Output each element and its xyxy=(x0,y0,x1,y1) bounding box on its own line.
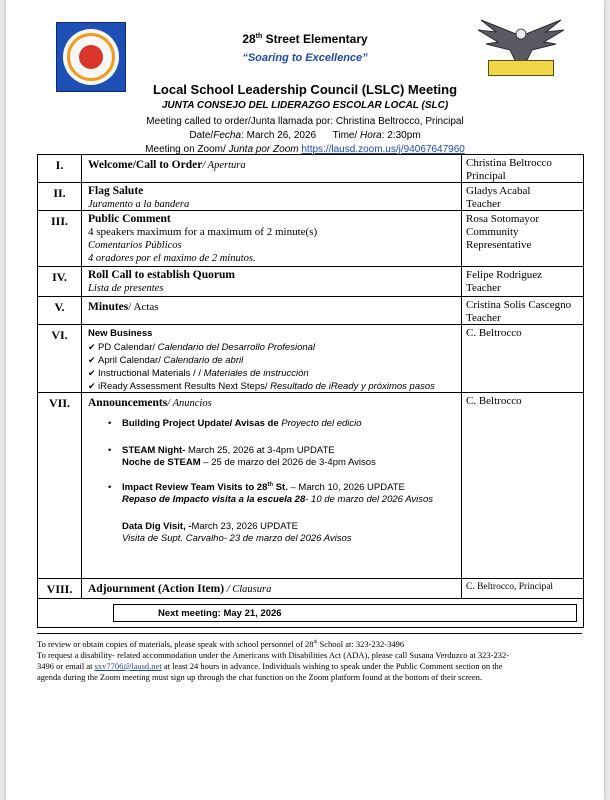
school-name: 28th Street Elementary xyxy=(242,32,368,46)
announcement-steam-es: Noche de STEAM – 25 de marzo del 2026 de 3-4pm Avisos xyxy=(122,457,376,468)
agenda-row-8: VIII. Adjournment (Action Item) / Clausura C. Beltrocco, Principal xyxy=(38,579,583,599)
agenda-title: New Business xyxy=(88,328,153,339)
agenda-presenter: C. Beltrocco xyxy=(466,395,522,407)
agenda-row-4: IV. Roll Call to establish Quorum Lista de presentes Felipe Rodriguez Teacher xyxy=(38,267,583,297)
announcement-impact-es: Repaso de Impacto visita a la escuela 28- 10 de marzo del 2026 Avisos xyxy=(122,494,434,506)
agenda-number: IV. xyxy=(52,270,67,284)
agenda-title: Minutes xyxy=(88,301,129,313)
zoom-line: Meeting on Zoom/ Junta por Zoom https://lausd.zoom.us/j/94067647960 xyxy=(145,144,465,155)
agenda-number: III. xyxy=(50,214,68,228)
agenda-presenter: C. Beltrocco, Principal xyxy=(466,582,554,592)
called-by: Meeting called to order/Junta llamada por: Christina Beltrocco, Principal xyxy=(146,116,464,127)
meeting-subtitle: JUNTA CONSEJO DEL LIDERAZGO ESCOLAR LOCAL (SLC) xyxy=(161,100,449,111)
checkmark-icon: ✔ xyxy=(88,381,96,391)
agenda-number: VIII. xyxy=(46,582,73,596)
agenda-title: Announcements xyxy=(88,397,168,409)
checkmark-icon: ✔ xyxy=(88,368,96,378)
agenda-presenter: Rosa Sotomayor Community Representative xyxy=(466,213,540,251)
document-page xyxy=(6,0,604,800)
agenda-presenter: Cristina Solis Cascegno Teacher xyxy=(466,299,572,324)
agenda-row-1: I. Welcome/Call to Order/ Apertura Christina Beltrocco Principal xyxy=(38,155,583,183)
meeting-title: Local School Leadership Council (LSLC) Meeting xyxy=(152,82,458,97)
agenda-presenter: Gladys Acabal Teacher xyxy=(466,185,531,210)
agenda-number: V. xyxy=(54,300,65,314)
agenda-title: Public Comment xyxy=(88,213,171,225)
agenda-table xyxy=(37,154,584,628)
new-business-list xyxy=(88,341,461,393)
agenda-row-5: V. Minutes/ Actas Cristina Solis Cascegno Teacher xyxy=(38,297,583,325)
bullet-icon: • xyxy=(108,444,112,456)
agenda-presenter: Christina Beltrocco Principal xyxy=(466,157,552,182)
agenda-title: Adjournment (Action Item) xyxy=(88,583,225,595)
agenda-row-2: II. Flag Salute Juramento a la bandera Gladys Acabal Teacher xyxy=(38,183,583,211)
agenda-row-3: III. Public Comment 4 speakers maximum for a maximum of 2 minute(s) Comentarios Públicos 4 oradores por el maximo de 2 minutos. Rosa Sotomayor Community Representative xyxy=(38,211,583,267)
zoom-link[interactable]: https://lausd.zoom.us/j/94067647960 xyxy=(301,144,465,155)
checkmark-icon: ✔ xyxy=(88,342,96,352)
announcement-building: • Building Project Update/ Avisas de Proyecto del edicio xyxy=(108,418,362,429)
agenda-presenter: Felipe Rodriguez Teacher xyxy=(466,269,543,294)
next-meeting-row xyxy=(38,599,583,627)
bullet-icon: • xyxy=(108,418,112,429)
list-item: ✔ iReady Assessment Results Next Steps/ Resultado de iReady y próximos pasos xyxy=(88,381,435,392)
agenda-row-6 xyxy=(38,325,583,393)
announcement-datadig: Data Dig Visit, -March 23, 2026 UPDATE xyxy=(122,520,298,532)
list-item: ✔ April Calendar/ Calendario de abril xyxy=(88,355,244,366)
date-time-line: Date/Fecha: March 26, 2026 Time/ Hora: 2:30pm xyxy=(189,130,421,141)
email-link[interactable]: sxv7706@lausd.net xyxy=(94,660,162,671)
agenda-title: Flag Salute xyxy=(88,185,144,197)
next-meeting: Next meeting: May 21, 2026 xyxy=(113,604,577,622)
list-item: ✔ Instructional Materials / / Materiales de instrucción xyxy=(88,368,309,379)
accessibility-notice: To review or obtain copies of materials, please speak with school personnel of 28th School at: 323-232-3496 To request a disability- related accommodation under the Americans with Disabilities Act (ADA), please call Susana Verduzco at 323-232- 3496 or email at sxv7706@lausd.net at least 24 hours in advance. Individuals wishing to speak under the Public Comment section on the agenda during the Zoom meeting must sign up through the chat function on the Zoom platform found at the bottom of their screen. xyxy=(37,633,582,689)
checkmark-icon: ✔ xyxy=(88,355,96,365)
list-item: ✔ PD Calendar/ Calendario del Desarrollo Profesional xyxy=(88,342,316,353)
agenda-presenter: C. Beltrocco xyxy=(466,327,522,339)
school-motto: “Soaring to Excellence” xyxy=(242,52,368,64)
agenda-number: VI. xyxy=(51,328,68,342)
agenda-number: VII. xyxy=(48,396,70,410)
agenda-number: I. xyxy=(55,158,64,172)
announcement-steam: • STEAM Night- March 25, 2026 at 3-4pm UPDATE xyxy=(108,444,335,456)
agenda-title: Roll Call to establish Quorum xyxy=(88,269,235,281)
announcement-datadig-es: Visita de Supt. Carvalho- 23 de marzo del 2026 Avisos xyxy=(122,533,352,545)
announcement-impact: • Impact Review Team Visits to 28th St. – March 10, 2026 UPDATE xyxy=(108,481,405,493)
agenda-number: II. xyxy=(53,186,66,200)
bullet-icon: • xyxy=(108,481,112,493)
agenda-title: Welcome/Call to Order xyxy=(88,159,203,171)
agenda-row-7: VII. Announcements/ Anuncios • Building Project Update/ Avisas de Proyecto del edicio • STEAM Night- March 25, 2026 at 3-4pm UPDATE Noche de STEAM – 25 de marzo del 2026 de 3-4pm Avisos • Impact Review Team Visits to 28th St. – March 10, 2026 UPDATE Repaso de Impacto visita a la escuela 28- 10 de marzo del 2026 Avisos Data Dig Visit, -March 23, 2026 UPDATE Visita de Supt. Carvalho- 23 de marzo del 2026 Avisos C. Beltrocco xyxy=(38,393,583,579)
